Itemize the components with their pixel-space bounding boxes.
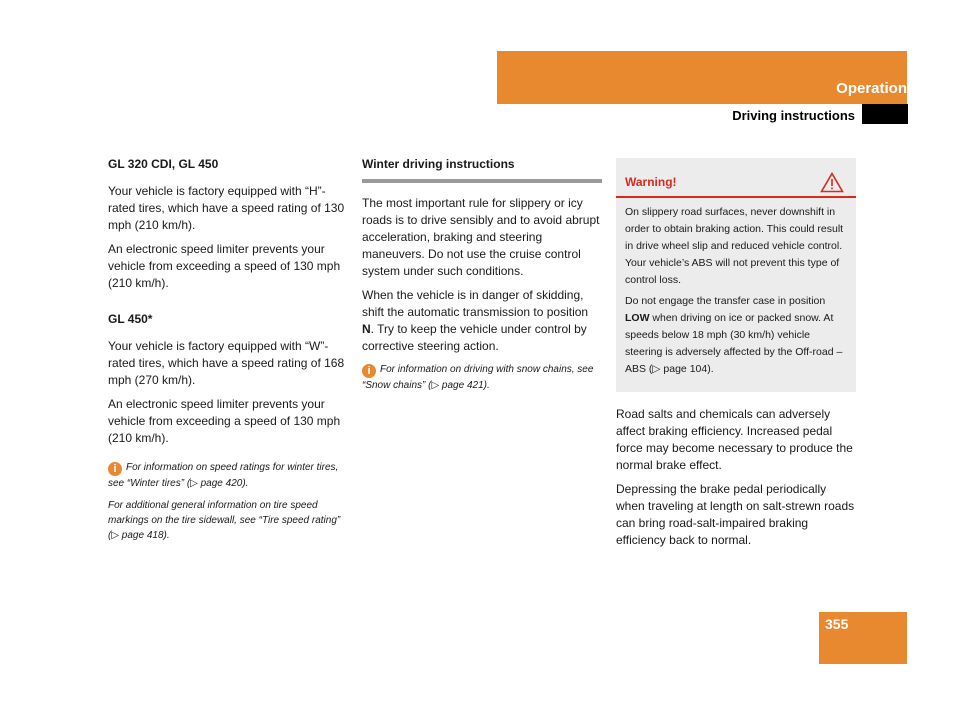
heading-rule <box>362 179 602 183</box>
paragraph: An electronic speed limiter prevents your vehicle from exceeding a speed of 130 mph (210 km/h). <box>108 397 341 445</box>
info-note <box>362 362 602 393</box>
page-number: 355 <box>825 616 849 632</box>
info-icon: i <box>108 462 122 476</box>
warning-title: Warning! <box>625 174 677 189</box>
heading-winter-driving: Winter driving instructions <box>362 157 515 171</box>
column-right <box>616 158 856 556</box>
paragraph: Your vehicle is factory equipped with “H”-rated tires, which have a speed rating of 130 mph (210 km/h). <box>108 184 345 232</box>
heading-gl320: GL 320 CDI, GL 450 <box>108 157 219 171</box>
paragraph: The most important rule for slippery or icy roads is to drive sensibly and to avoid abrupt acceleration, braking and steering maneuvers. Do not use the cruise control system under such conditions. <box>362 196 600 278</box>
warning-paragraph: On slippery road surfaces, never downshift in order to obtain braking action. This could result in drive wheel slip and reduced vehicle control. Your vehicle’s ABS will not prevent this type of control loss. <box>625 206 844 286</box>
paragraph: Depressing the brake pedal periodically when traveling at length on salt-strewn roads can bring road-salt-impaired braking efficiency back to normal. <box>616 482 855 547</box>
warning-box <box>616 158 856 392</box>
section-title: Operation <box>836 80 907 97</box>
paragraph: Road salts and chemicals can adversely affect braking efficiency. Increased pedal force may become necessary to produce the normal brake effect. <box>616 407 853 472</box>
column-middle <box>362 156 602 400</box>
warning-triangle-icon <box>820 172 844 193</box>
subsection-title: Driving instructions <box>732 108 855 123</box>
warning-header <box>616 158 856 198</box>
section-tab <box>862 104 908 124</box>
paragraph: When the vehicle is in danger of skidding, shift the automatic transmission to position N. Try to keep the vehicle under control by corrective steering action. <box>362 288 589 353</box>
paragraph: An electronic speed limiter prevents your vehicle from exceeding a speed of 130 mph (210 km/h). <box>108 242 341 290</box>
column-left <box>108 156 346 550</box>
info-note: For additional general information on tire speed markings on the tire sidewall, see “Tire speed rating” (▷ page 418). <box>108 500 341 541</box>
note-text: For information on speed ratings for winter tires, see “Winter tires” (▷ page 420). <box>108 462 339 489</box>
note-text: For information on driving with snow chains, see “Snow chains” (▷ page 421). <box>362 364 594 391</box>
warning-paragraph: Do not engage the transfer case in position LOW when driving on ice or packed snow. At speeds below 18 mph (30 km/h) vehicle steering is adversely affected by the Off-road – ABS (▷ page 104). <box>625 295 843 375</box>
heading-gl450: GL 450* <box>108 312 153 326</box>
info-note <box>108 460 346 491</box>
paragraph: Your vehicle is factory equipped with “W”-rated tires, which have a speed rating of 168 mph (270 km/h). <box>108 339 345 387</box>
warning-body <box>616 198 856 378</box>
info-icon: i <box>362 364 376 378</box>
